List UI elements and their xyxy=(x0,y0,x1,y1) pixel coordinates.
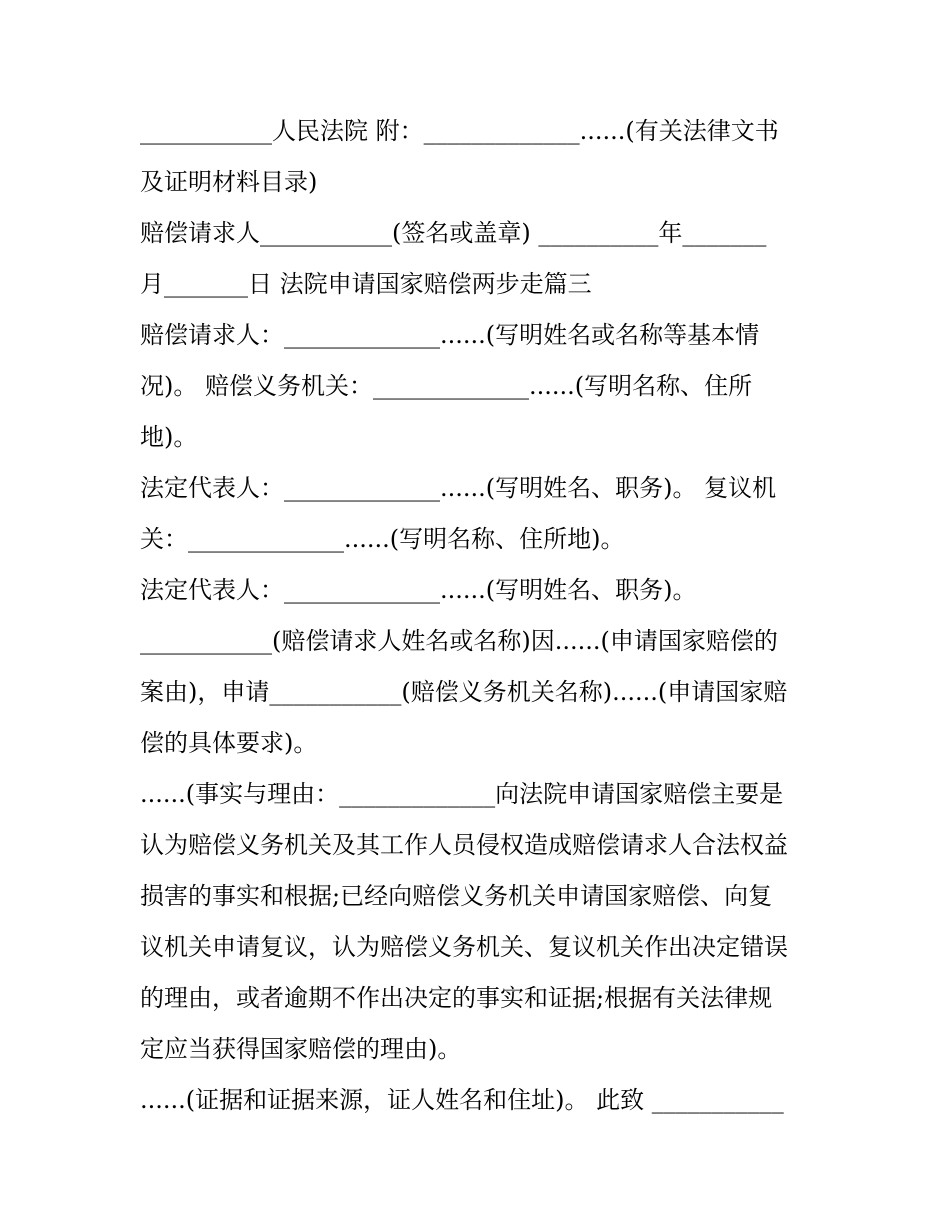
text-line: 认为赔偿义务机关及其工作人员侵权造成赔偿请求人合法权益 xyxy=(140,831,788,859)
text-line: 月_______日 法院申请国家赔偿两步走篇三 xyxy=(140,270,592,298)
text-line: 的理由，或者逾期不作出决定的事实和证据;根据有关法律规 xyxy=(140,984,773,1012)
text-line: ......(证据和证据来源，证人姓名和住址)。 此致 ___________ xyxy=(140,1086,784,1114)
text-line: 及证明材料目录) xyxy=(140,168,318,196)
text-line: ___________人民法院 附：_____________......(有关法律文书 xyxy=(140,117,779,145)
document-body xyxy=(140,106,830,1126)
text-line: 赔偿请求人：_____________......(写明姓名或名称等基本情 xyxy=(140,321,760,349)
text-line: 定应当获得国家赔偿的理由)。 xyxy=(140,1035,462,1063)
text-line: 案由)，申请___________(赔偿义务机关名称)......(申请国家赔 xyxy=(140,678,788,706)
text-line: 关：_____________......(写明名称、住所地)。 xyxy=(140,525,625,553)
text-line: 况)。 赔偿义务机关：_____________......(写明名称、住所 xyxy=(140,372,753,400)
text-line: 法定代表人：_____________......(写明姓名、职务)。 xyxy=(140,576,697,604)
text-line: 赔偿请求人___________(签名或盖章) __________年_______ xyxy=(140,219,767,247)
text-line: 损害的事实和根据;已经向赔偿义务机关申请国家赔偿、向复 xyxy=(140,882,773,910)
text-line: ___________(赔偿请求人姓名或名称)因......(申请国家赔偿的 xyxy=(140,627,778,655)
text-line: 偿的具体要求)。 xyxy=(140,729,318,757)
text-line: ......(事实与理由：_____________向法院申请国家赔偿主要是 xyxy=(140,780,784,808)
text-line: 法定代表人：_____________......(写明姓名、职务)。 复议机 xyxy=(140,474,777,502)
text-line: 议机关申请复议，认为赔偿义务机关、复议机关作出决定错误 xyxy=(140,933,788,961)
text-line: 地)。 xyxy=(140,423,198,451)
